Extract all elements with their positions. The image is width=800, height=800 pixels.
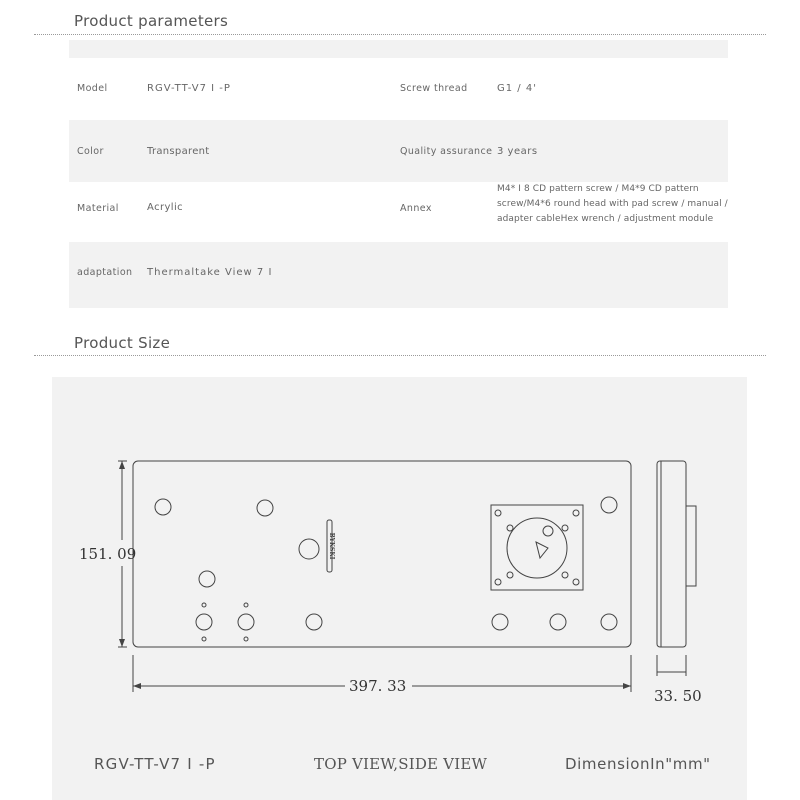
label-adaptation: adaptation [77, 267, 133, 278]
label-annex: Annex [400, 203, 432, 214]
value-screw-thread: G1 / 4' [497, 83, 537, 94]
brand-logo: BYKSKI [328, 532, 335, 560]
value-quality-assurance: 3 years [497, 146, 538, 157]
value-model: RGV-TT-V7 I -P [147, 83, 231, 94]
mount-hole [155, 499, 171, 515]
label-screw-thread: Screw thread [400, 83, 468, 94]
width-dimension-label: 397. 33 [349, 677, 407, 695]
value-color: Transparent [147, 146, 210, 157]
mount-hole [199, 571, 215, 587]
section-title-size: Product Size [74, 334, 171, 352]
fitting-port [196, 614, 212, 630]
mount-hole [550, 614, 566, 630]
view-label: TOP VIEW,SIDE VIEW [314, 755, 488, 773]
side-view-pump [686, 506, 696, 586]
model-label: RGV-TT-V7 I -P [94, 755, 216, 773]
label-model: Model [77, 83, 108, 94]
label-quality-assurance: Quality assurance [400, 146, 493, 157]
label-color: Color [77, 146, 104, 157]
unit-label: DimensionIn"mm" [565, 755, 711, 773]
mount-hole [257, 500, 273, 516]
mount-hole [492, 614, 508, 630]
value-annex: M4* I 8 CD pattern screw / M4*9 CD pattern screw/M4*6 round head with pad screw / manual / adapter cableHex wrench / adjustment module [497, 184, 728, 224]
port-circle [299, 539, 319, 559]
value-material: Acrylic [147, 202, 184, 213]
height-dimension-label: 151. 09 [79, 545, 137, 563]
depth-dimension-label: 33. 50 [654, 687, 702, 705]
mount-hole [601, 614, 617, 630]
mount-hole [306, 614, 322, 630]
fitting-port [238, 614, 254, 630]
radiator-plate-outline [133, 461, 631, 647]
mount-hole [601, 497, 617, 513]
label-material: Material [77, 203, 119, 214]
section-title-parameters: Product parameters [74, 12, 229, 30]
value-adaptation: Thermaltake View 7 I [147, 267, 273, 278]
